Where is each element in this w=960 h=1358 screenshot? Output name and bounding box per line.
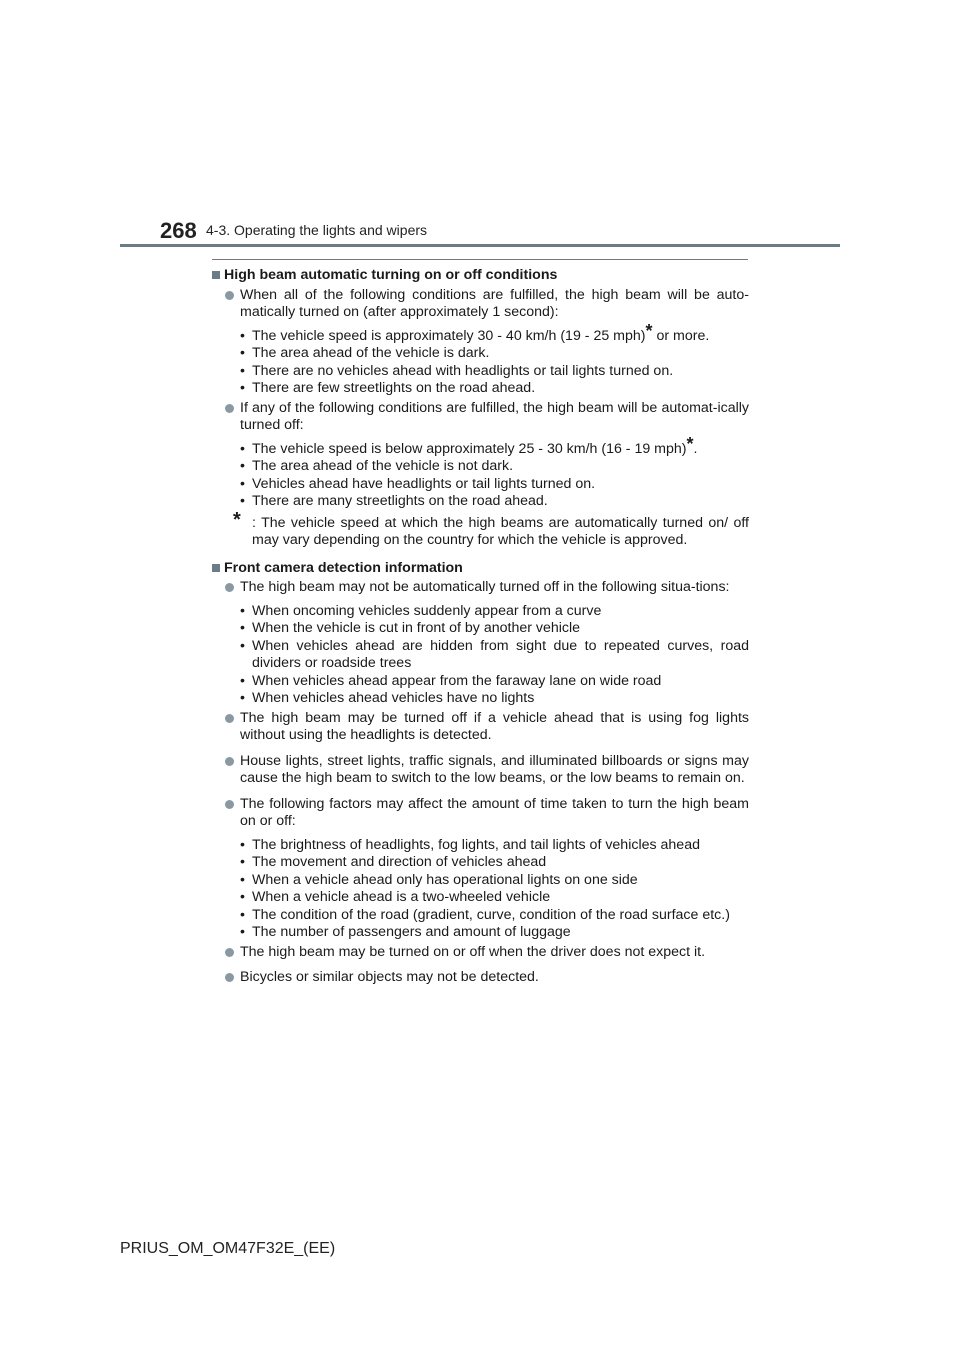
- content-divider: [212, 259, 748, 260]
- item-text: The high beam may not be automatically turned off in the following situa-tions:: [240, 579, 730, 595]
- item-text: When all of the following conditions are fulfilled, the high beam will be auto-matically turned on (after approximately 1 second):: [240, 286, 749, 320]
- sub-item: • There are no vehicles ahead with headlights or tail lights turned on.: [240, 363, 749, 381]
- sub-item-tail: or more.: [652, 327, 710, 344]
- sub-item: • When oncoming vehicles suddenly appear from a curve: [240, 603, 749, 621]
- sub-item: • Vehicles ahead have headlights or tail lights turned on.: [240, 476, 749, 494]
- list-item: [211, 400, 749, 435]
- sub-item: • The brightness of headlights, fog lights, and tail lights of vehicles ahead: [240, 837, 749, 855]
- section-heading-front-camera: Front camera detection information: [211, 560, 749, 578]
- sub-item: [240, 320, 749, 346]
- sub-item: • When the vehicle is cut in front of by another vehicle: [240, 620, 749, 638]
- sub-item-tail: .: [693, 440, 698, 457]
- list-item: The high beam may be turned off if a vehicle ahead that is using fog lights without using the headlights is detected.: [211, 710, 749, 745]
- footer-code: PRIUS_OM_OM47F32E_(EE): [120, 1240, 336, 1257]
- page-number: 268: [160, 218, 197, 243]
- footnote: [211, 508, 749, 550]
- sub-list: [211, 433, 749, 511]
- sub-item: • When vehicles ahead are hidden from sight due to repeated curves, road dividers or roadside trees: [240, 638, 749, 673]
- sub-item: • The condition of the road (gradient, curve, condition of the road surface etc.): [240, 907, 749, 925]
- footnote-text: : The vehicle speed at which the high beams are automatically turned on/ off may vary depending on the country for which the vehicle is approved.: [252, 514, 749, 548]
- sub-item: • When vehicles ahead appear from the faraway lane on wide road: [240, 673, 749, 691]
- asterisk-mark: *: [645, 320, 653, 341]
- list-item: House lights, street lights, traffic signals, and illuminated billboards or signs may cause the high beam to switch to the low beams, or the low beams to remain on.: [211, 753, 749, 788]
- page-content: [211, 267, 749, 987]
- sub-item: • The area ahead of the vehicle is not dark.: [240, 458, 749, 476]
- sub-item: • The movement and direction of vehicles ahead: [240, 854, 749, 872]
- sub-item: • When vehicles ahead vehicles have no lights: [240, 690, 749, 708]
- item-text: The following factors may affect the amount of time taken to turn the high beam on or off:: [240, 795, 749, 829]
- sub-item: • When a vehicle ahead only has operational lights on one side: [240, 872, 749, 890]
- header-divider: [120, 244, 840, 247]
- sub-item-text: The vehicle speed is approximately 30 - 40 km/h (19 - 25 mph): [252, 327, 646, 344]
- list-item: [211, 796, 749, 831]
- list-item: [211, 579, 749, 597]
- sub-list: [211, 837, 749, 942]
- sub-item: [240, 433, 749, 459]
- sub-item: • The number of passengers and amount of luggage: [240, 924, 749, 942]
- item-text: If any of the following conditions are fulfilled, the high beam will be automat-ically turned off:: [240, 399, 749, 433]
- sub-list: [211, 603, 749, 708]
- section-title: 4-3. Operating the lights and wipers: [206, 222, 428, 238]
- sub-item: • There are many streetlights on the road ahead.: [240, 493, 749, 511]
- sub-item: • The area ahead of the vehicle is dark.: [240, 345, 749, 363]
- footnote-mark: *: [233, 508, 241, 531]
- list-item: Bicycles or similar objects may not be detected.: [211, 969, 749, 987]
- list-item: The high beam may be turned on or off when the driver does not expect it.: [211, 944, 749, 962]
- asterisk-mark: *: [686, 433, 694, 454]
- section-heading-high-beam-conditions: High beam automatic turning on or off conditions: [211, 267, 749, 285]
- sub-item: • There are few streetlights on the road ahead.: [240, 380, 749, 398]
- list-item: [211, 287, 749, 322]
- sub-list: [211, 320, 749, 398]
- sub-item: • When a vehicle ahead is a two-wheeled vehicle: [240, 889, 749, 907]
- sub-item-text: The vehicle speed is below approximately 25 - 30 km/h (16 - 19 mph): [252, 440, 687, 457]
